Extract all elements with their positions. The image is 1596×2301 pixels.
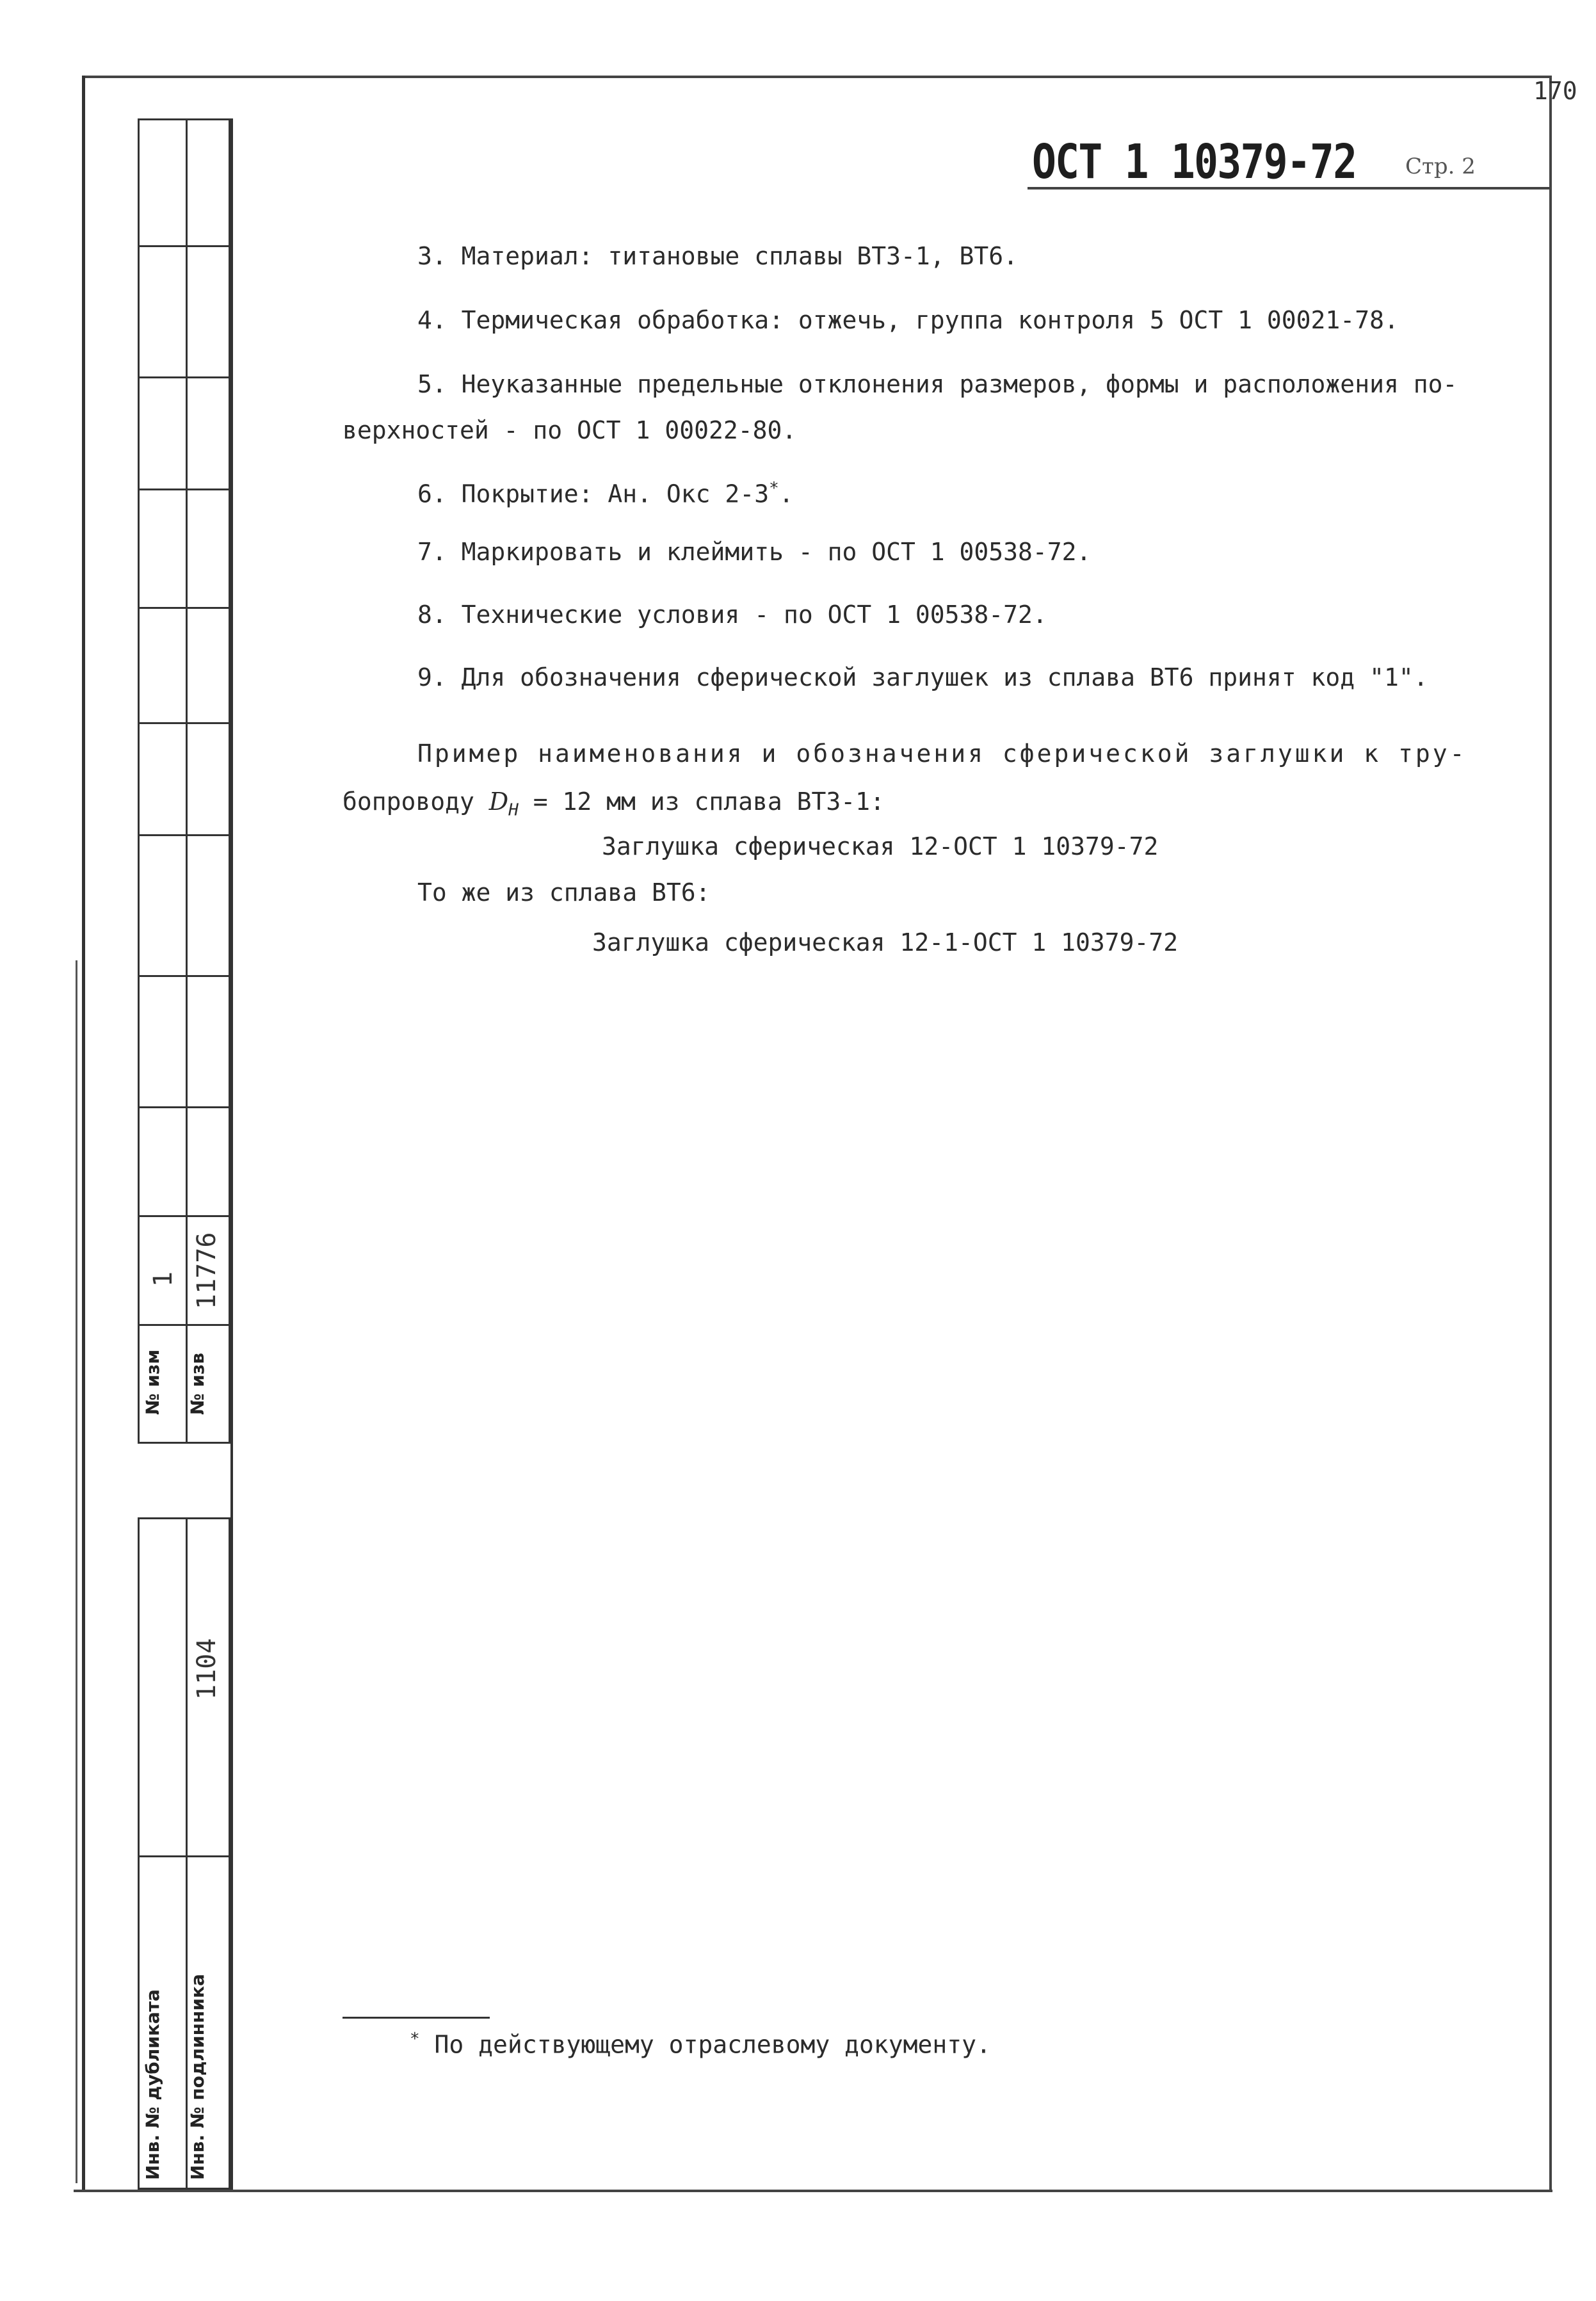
example-designation-1: Заглушка сферическая 12-ОСТ 1 10379-72	[602, 832, 1159, 860]
duplicate-inventory-label: Инв. № дубликата	[142, 1989, 163, 2180]
item-5-line-1: 5. Неуказанные предельные отклонения размеров, формы и расположения по-	[417, 370, 1458, 398]
example-designation-2: Заглушка сферическая 12-1-ОСТ 1 10379-72	[592, 928, 1179, 957]
example-line-2: бопроводу $D_Н = 12$ мм из сплава ВТ3-1:	[343, 787, 885, 820]
sheet-number: 170	[1533, 77, 1577, 105]
same-from-vt6: То же из сплава ВТ6:	[417, 878, 711, 907]
footnote: * По действующему отраслевому документу.	[410, 2030, 991, 2059]
original-inventory-value: 1104	[192, 1638, 222, 1700]
item-8-specs: 8. Технические условия - по ОСТ 1 00538-72.	[417, 601, 1047, 629]
example-line-1: Пример наименования и обозначения сферической заглушки к тру-	[417, 739, 1467, 768]
notice-number-label: № изв	[187, 1352, 208, 1415]
notice-number-value: 11776	[192, 1232, 222, 1309]
frame-left-border	[82, 76, 85, 2190]
item-9-code: 9. Для обозначения сферической заглушек из сплава ВТ6 принят код "1".	[417, 663, 1428, 691]
original-inventory-label: Инв. № подлинника	[187, 1974, 208, 2180]
revision-number-value: 1	[149, 1271, 178, 1287]
header-underline	[1028, 187, 1549, 190]
item-6-coating: 6. Покрытие: Ан. Окс 2-3*.	[417, 479, 794, 508]
frame-right-border	[1549, 76, 1552, 2191]
frame-top-border	[83, 76, 1551, 78]
footnote-rule	[343, 2017, 490, 2019]
frame-left-outer-border	[76, 960, 77, 2183]
item-3-material: 3. Материал: титановые сплавы ВТ3-1, ВТ6.	[417, 242, 1018, 270]
item-5-line-2: верхностей - по ОСТ 1 00022-80.	[343, 416, 797, 444]
document-code: ОСТ 1 10379-72	[1032, 134, 1357, 190]
item-4-heat-treatment: 4. Термическая обработка: отжечь, группа контроля 5 ОСТ 1 00021-78.	[417, 306, 1399, 334]
revision-number-label: № изм	[142, 1349, 163, 1415]
item-7-marking: 7. Маркировать и клеймить - по ОСТ 1 00538-72.	[417, 538, 1092, 566]
frame-bottom-border	[74, 2190, 1552, 2192]
page-label: Стр. 2	[1405, 154, 1476, 179]
inner-frame-left-border	[230, 118, 233, 2190]
